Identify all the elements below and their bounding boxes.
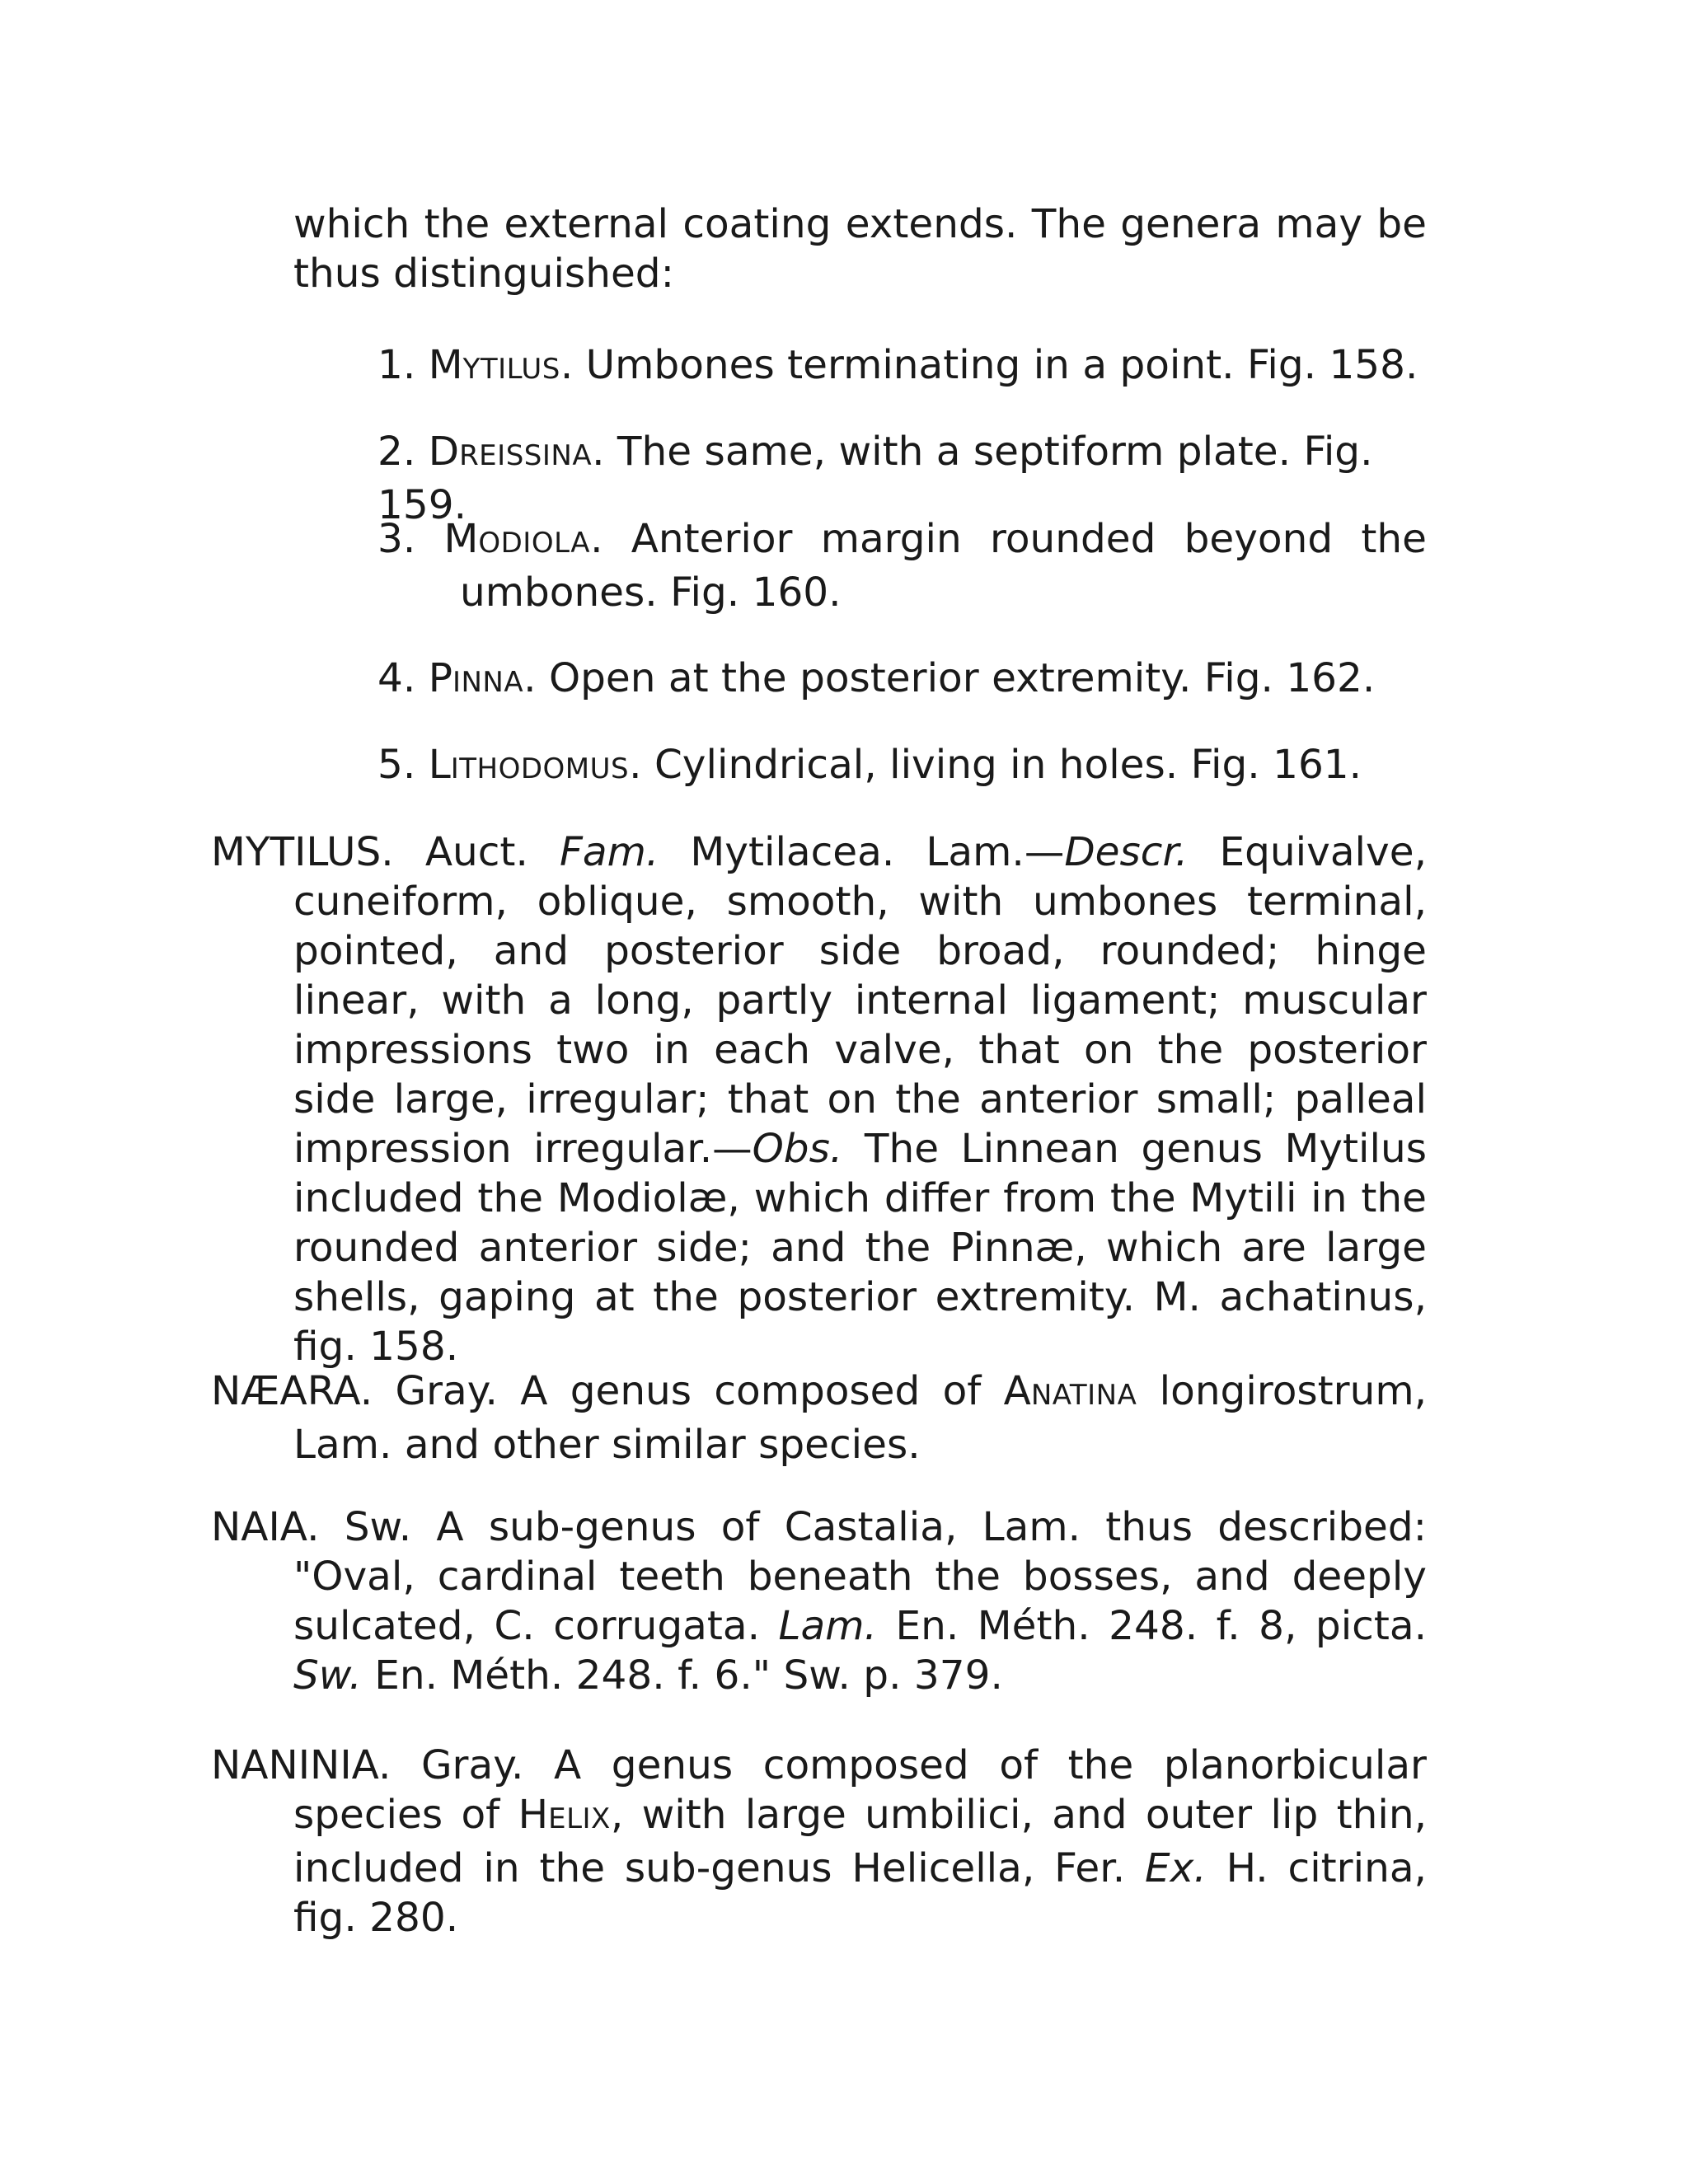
genus-small-caps: ELIX (548, 1802, 611, 1835)
entry-headword: NANINIA. (211, 1742, 392, 1788)
entry-text: Mytilacea. Lam.— (659, 829, 1065, 875)
list-number: 4. (377, 655, 416, 701)
entry-italic: Sw. (293, 1652, 362, 1699)
list-item-pinna (377, 654, 1427, 707)
genus-small-caps: ITHODOMUS (450, 752, 630, 785)
entry-text: En. Méth. 248. f. 8, picta. (876, 1603, 1427, 1649)
entry-italic: Descr. (1064, 829, 1189, 875)
genus-description: . Umbones terminating in a point. Fig. 158. (560, 342, 1418, 388)
genus-small-caps: NATINA (1030, 1379, 1137, 1412)
genus-description: . The same, with a septiform plate. Fig. 159. (377, 429, 1373, 528)
entry-naia (211, 1502, 1427, 1700)
entry-mytilus (211, 827, 1427, 1371)
entry-text: Equivalve, cuneiform, oblique, smooth, with umbones terminal, pointed, and posterior side broad, rounded; hinge linear, with a long, partly internal ligament; muscular impressions two in each valve, that on the posterior side large, irregular; that on the anterior small; palleal impression irregular.— (293, 829, 1427, 1172)
word: margin (820, 516, 962, 562)
list-item-first-line (377, 514, 1427, 568)
genus-initial: A (1003, 1368, 1031, 1414)
genus-small-caps: INNA (452, 666, 524, 699)
genus-initial: P (428, 655, 452, 701)
list-number: 1. (377, 342, 416, 388)
entry-italic: Lam. (778, 1603, 877, 1649)
entry-text: , with large umbilici, and outer lip thin, included in the sub-genus Helicella, Fer. (293, 1792, 1427, 1891)
genus-small-caps: YTILUS (462, 353, 560, 386)
genus-initial: H (518, 1792, 549, 1838)
genus-small-caps: ODIOLA (478, 527, 591, 560)
entry-italic: Fam. (560, 829, 659, 875)
entry-text: H. citrina, fig. 280. (293, 1845, 1427, 1941)
entry-headword: MYTILUS. (211, 829, 394, 875)
entry-text: Sw. A sub-genus of Castalia, Lam. thus described: "Oval, cardinal teeth beneath the bosses, and deeply sulcated, C. corrugata. (293, 1504, 1427, 1649)
list-number: 3. (377, 516, 416, 562)
genus-initial: M (428, 342, 463, 388)
genus-initial: M (443, 516, 479, 562)
entry-naera (211, 1366, 1427, 1469)
list-number: 2. (377, 429, 416, 475)
genus-small-caps: REISSINA (459, 439, 593, 472)
genus-initial: D (428, 429, 460, 475)
word: the (1361, 516, 1427, 562)
list-number: 5. (377, 742, 416, 788)
entry-text: The Linnean genus Mytilus included the Modiolæ, which differ from the Mytili in the rounded anterior side; and the Pinnæ, which are large shells, gaping at the posterior extremity. M. achatinus, fig. 158. (293, 1126, 1427, 1370)
entry-italic: Ex. (1145, 1845, 1207, 1891)
list-item-mytilus (377, 340, 1427, 394)
genus-initial: L (428, 742, 451, 788)
word: Anterior (631, 516, 793, 562)
entry-text: Auct. (393, 829, 560, 875)
entry-headword: NÆARA. (211, 1368, 373, 1414)
entry-text: En. Méth. 248. f. 6." Sw. p. 379. (361, 1652, 1003, 1699)
genus-description: . Open at the posterior extremity. Fig. 162. (523, 655, 1376, 701)
list-item-modiola (377, 514, 1427, 617)
word: rounded (989, 516, 1156, 562)
entry-text: Gray. A genus composed of (373, 1368, 1004, 1414)
list-item-continuation: umbones. Fig. 160. (460, 569, 842, 616)
entry-headword: NAIA. (211, 1504, 320, 1550)
genus-description: . Cylindrical, living in holes. Fig. 161. (629, 742, 1362, 788)
entry-naninia (211, 1741, 1427, 1943)
entry-italic: Obs. (752, 1126, 843, 1172)
word: beyond (1184, 516, 1334, 562)
intro-paragraph: which the external coating extends. The genera may be thus distinguished: (293, 201, 1427, 297)
list-item-lithodomus (377, 740, 1427, 794)
genus-name: MODIOLA. (443, 516, 603, 562)
entry-text: longirostrum, Lam. and other similar species. (293, 1368, 1427, 1468)
entry-text: Gray. A genus composed of the planorbicular species of (293, 1742, 1427, 1838)
